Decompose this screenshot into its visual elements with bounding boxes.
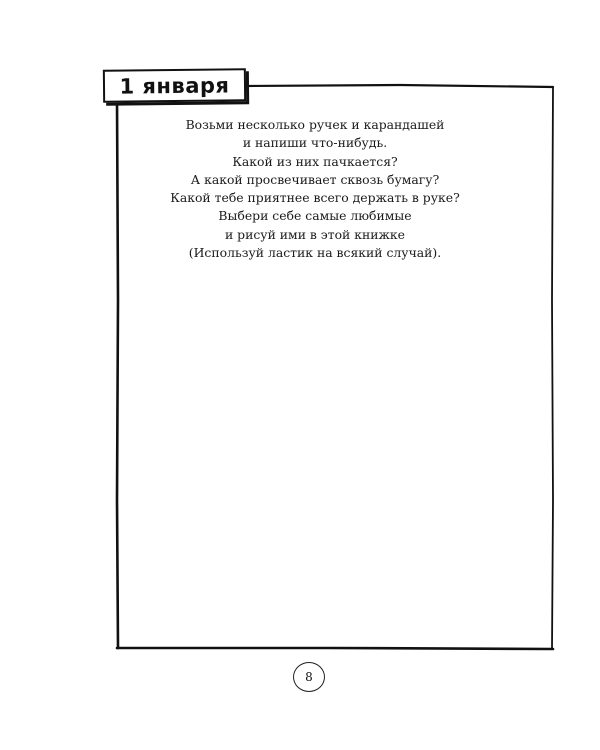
frame-bottom-edge [117, 648, 553, 649]
page-number [293, 662, 325, 692]
page-number-value: 8 [305, 670, 313, 684]
instruction-line: А какой просвечивает сквозь бумагу? [190, 171, 440, 187]
instruction-line: и напиши что-нибудь. [242, 135, 388, 151]
instruction-line: Выбери себе самые любимые [218, 208, 412, 224]
instruction-line: Возьми несколько ручек и карандашей [185, 117, 445, 132]
instruction-line: Какой тебе приятнее всего держать в руке? [170, 190, 460, 206]
date-title: 1 января [119, 72, 230, 99]
instruction-line: (Используй ластик на всякий случай). [188, 245, 442, 261]
frame-right-edge [552, 87, 553, 649]
instruction-line: и рисуй ими в этой книжке [224, 226, 405, 242]
frame-left-edge [117, 100, 118, 648]
frame-top-edge [246, 85, 553, 87]
instruction-line: Какой из них пачкается? [232, 153, 398, 169]
instructions-text [150, 116, 480, 262]
date-label [103, 68, 246, 102]
